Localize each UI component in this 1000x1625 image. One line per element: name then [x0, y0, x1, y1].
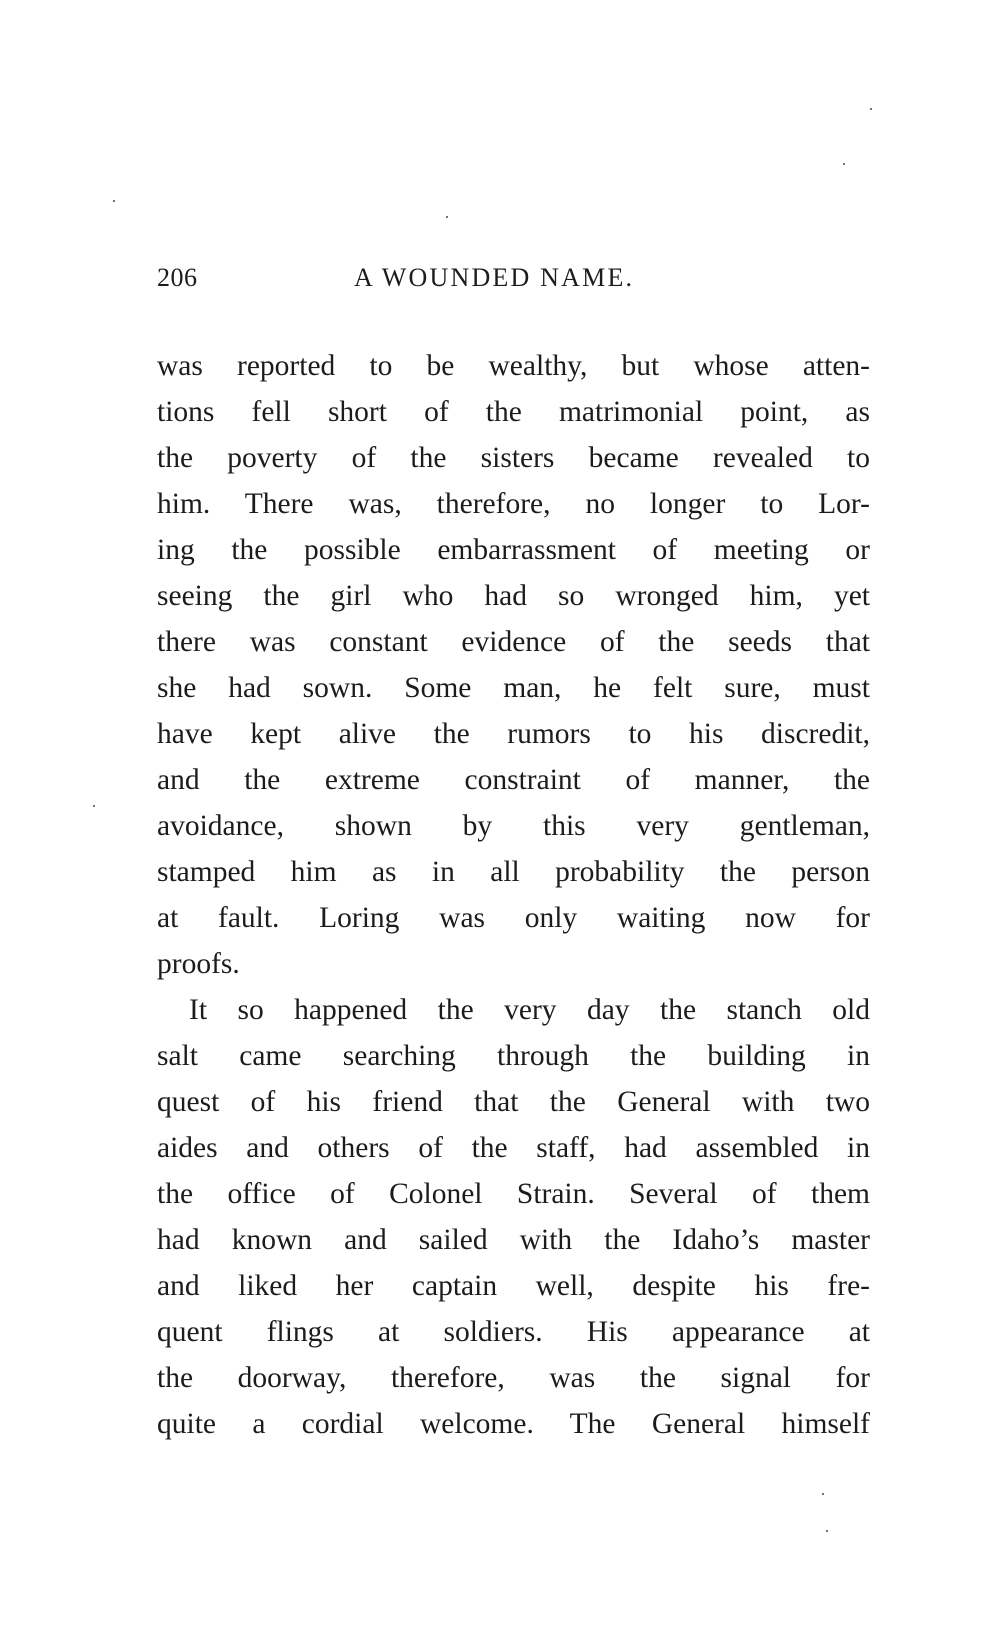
text-line: quent flings at soldiers. His appearance at — [157, 1316, 870, 1348]
text-line: aides and others of the staff, had assembled in — [157, 1132, 870, 1164]
text-line: him. There was, therefore, no longer to Lor- — [157, 488, 870, 520]
text-line: had known and sailed with the Idaho’s master — [157, 1224, 870, 1256]
text-line: ing the possible embarrassment of meeting or — [157, 534, 870, 566]
text-line: quest of his friend that the General with two — [157, 1086, 870, 1118]
scan-speck — [113, 200, 115, 202]
running-title: A WOUNDED NAME. — [354, 263, 635, 292]
scan-speck — [93, 805, 95, 807]
scan-speck — [446, 216, 448, 218]
text-line: there was constant evidence of the seeds that — [157, 626, 870, 658]
text-line: the doorway, therefore, was the signal for — [157, 1362, 870, 1394]
text-line: quite a cordial welcome. The General himself — [157, 1408, 870, 1440]
text-line: and liked her captain well, despite his fre- — [157, 1270, 870, 1302]
text-line: avoidance, shown by this very gentleman, — [157, 810, 870, 842]
text-line: tions fell short of the matrimonial point, as — [157, 396, 870, 428]
scan-speck — [822, 1493, 824, 1495]
text-line: she had sown. Some man, he felt sure, must — [157, 672, 870, 704]
text-line: It so happened the very day the stanch old — [189, 994, 870, 1026]
text-line: the office of Colonel Strain. Several of them — [157, 1178, 870, 1210]
text-line: proofs. — [157, 948, 240, 980]
text-line: was reported to be wealthy, but whose atten- — [157, 350, 870, 382]
page-number: 206 — [157, 263, 198, 292]
text-line: the poverty of the sisters became revealed to — [157, 442, 870, 474]
scan-speck — [826, 1530, 828, 1532]
text-line: stamped him as in all probability the person — [157, 856, 870, 888]
text-line: salt came searching through the building in — [157, 1040, 870, 1072]
text-line: at fault. Loring was only waiting now for — [157, 902, 870, 934]
text-line: have kept alive the rumors to his discredit, — [157, 718, 870, 750]
scan-speck — [843, 163, 845, 165]
page-header — [157, 258, 877, 298]
scan-speck — [870, 108, 872, 110]
body-text — [157, 343, 870, 1447]
text-line: seeing the girl who had so wronged him, yet — [157, 580, 870, 612]
text-line: and the extreme constraint of manner, the — [157, 764, 870, 796]
